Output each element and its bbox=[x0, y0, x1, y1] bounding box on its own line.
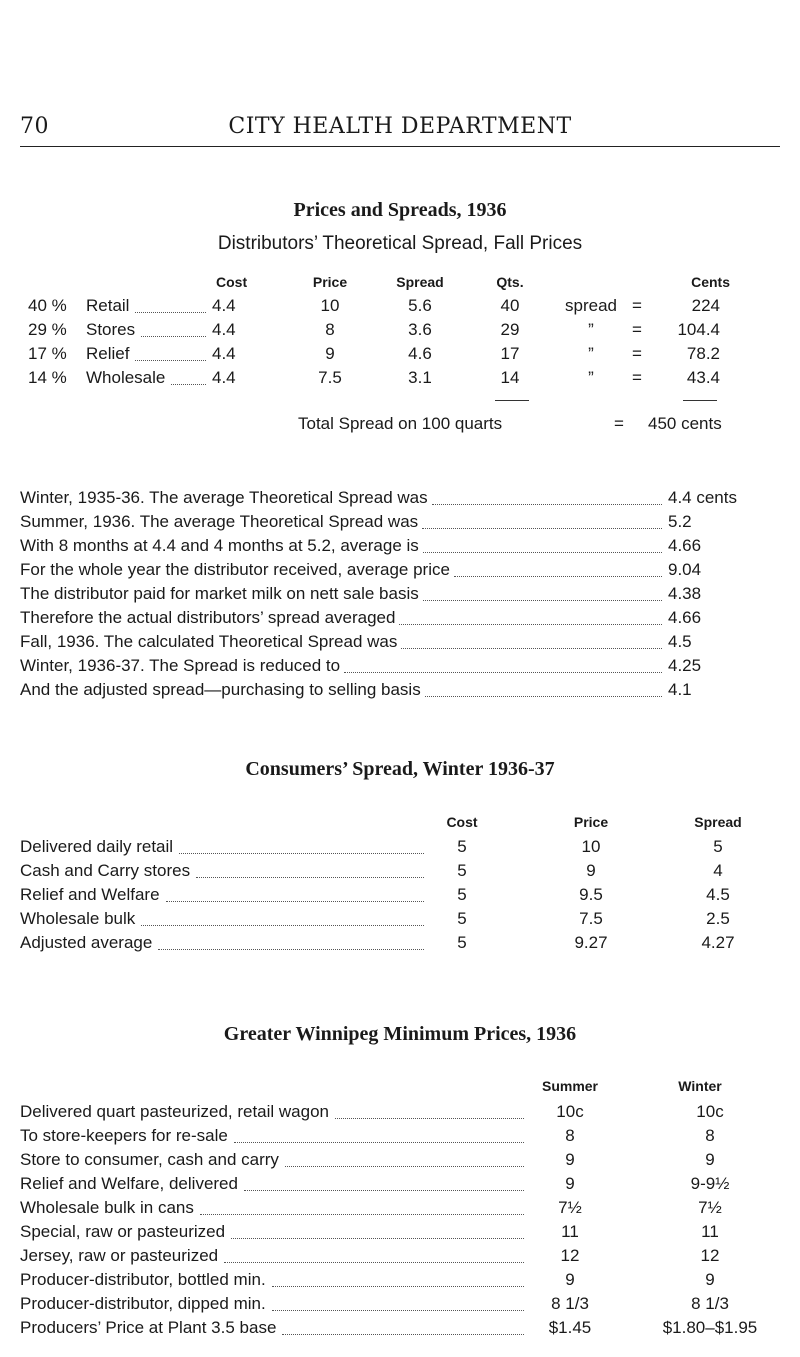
row-category: Wholesale bbox=[86, 368, 166, 387]
row-equals: = bbox=[632, 320, 642, 339]
minimum-price-summer: 10c bbox=[556, 1102, 584, 1121]
row-cents: 104.4 bbox=[677, 320, 720, 339]
dot-leader bbox=[454, 576, 662, 577]
minimum-price-row-label: Store to consumer, cash and carry bbox=[20, 1150, 279, 1169]
minimum-price-winter: 9 bbox=[705, 1150, 715, 1169]
row-category: Retail bbox=[86, 296, 130, 315]
consumer-row-cost: 5 bbox=[457, 885, 467, 904]
dot-leader bbox=[234, 1142, 524, 1143]
minimum-price-summer: 12 bbox=[560, 1246, 580, 1265]
col-cost: Cost bbox=[216, 274, 248, 290]
dot-leader bbox=[399, 624, 662, 625]
minimum-price-row-label: To store-keepers for re-sale bbox=[20, 1126, 228, 1145]
minimum-price-summer: 9 bbox=[565, 1150, 575, 1169]
dot-leader bbox=[423, 600, 662, 601]
minimum-price-row-label: Producer-distributor, bottled min. bbox=[20, 1270, 266, 1289]
consumer-row-price: 9.5 bbox=[579, 885, 603, 904]
minimum-price-row-label: Producers’ Price at Plant 3.5 base bbox=[20, 1318, 277, 1337]
consumer-row-price: 10 bbox=[581, 837, 601, 856]
running-header: CITY HEALTH DEPARTMENT bbox=[228, 114, 572, 139]
qts-sum-rule bbox=[495, 400, 529, 401]
statement-text: For the whole year the distributor received, average price bbox=[20, 560, 450, 579]
minimum-price-summer: 7½ bbox=[558, 1198, 582, 1217]
minimum-price-row-label: Relief and Welfare, delivered bbox=[20, 1174, 238, 1193]
col-cost-2: Cost bbox=[446, 814, 478, 830]
row-price: 10 bbox=[320, 296, 340, 315]
consumer-row-cost: 5 bbox=[457, 861, 467, 880]
minimum-price-row-label: Jersey, raw or pasteurized bbox=[20, 1246, 219, 1265]
statement-text: Winter, 1935-36. The average Theoretical Spread was bbox=[20, 488, 428, 507]
dot-leader bbox=[224, 1262, 524, 1263]
consumer-row-label: Delivered daily retail bbox=[20, 837, 174, 856]
minimum-price-summer: $1.45 bbox=[548, 1318, 592, 1337]
minimum-price-winter: 9-9½ bbox=[690, 1174, 730, 1193]
row-equals: = bbox=[632, 296, 642, 315]
minimum-price-summer: 11 bbox=[561, 1222, 579, 1241]
minimum-price-winter: 9 bbox=[705, 1270, 715, 1289]
dot-leader bbox=[432, 504, 662, 505]
row-spread: 4.6 bbox=[408, 344, 432, 363]
consumer-row-label: Cash and Carry stores bbox=[20, 861, 191, 880]
row-equals: = bbox=[632, 344, 642, 363]
row-qts: 29 bbox=[500, 320, 520, 339]
statement-value: 4.66 bbox=[668, 608, 702, 627]
col-price: Price bbox=[312, 274, 348, 290]
consumer-row-spread: 4 bbox=[713, 861, 723, 880]
col-spread-2: Spread bbox=[694, 814, 742, 830]
row-cost: 4.4 bbox=[212, 320, 236, 339]
dot-leader bbox=[196, 877, 424, 878]
minimum-price-winter: 8 1/3 bbox=[691, 1294, 729, 1313]
row-cost: 4.4 bbox=[212, 296, 236, 315]
dot-leader bbox=[272, 1286, 524, 1287]
row-qts: 17 bbox=[500, 344, 520, 363]
statement-value: 4.4 cents bbox=[668, 488, 737, 507]
row-qts: 14 bbox=[500, 368, 520, 387]
dot-leader bbox=[401, 648, 662, 649]
consumer-row-spread: 2.5 bbox=[706, 909, 730, 928]
statement-value: 4.5 bbox=[668, 632, 692, 651]
minimum-price-summer: 9 bbox=[565, 1270, 575, 1289]
consumer-row-price: 9 bbox=[586, 861, 596, 880]
statement-value: 4.66 bbox=[668, 536, 702, 555]
statement-text: Winter, 1936-37. The Spread is reduced to bbox=[20, 656, 341, 675]
dot-leader bbox=[231, 1238, 524, 1239]
minimum-price-winter: 8 bbox=[705, 1126, 715, 1145]
cents-sum-rule bbox=[683, 400, 717, 401]
statement-text: Fall, 1936. The calculated Theoretical Spread was bbox=[20, 632, 398, 651]
dot-leader bbox=[344, 672, 662, 673]
minimum-price-summer: 9 bbox=[565, 1174, 575, 1193]
section1-subtitle: Distributors’ Theoretical Spread, Fall Prices bbox=[217, 233, 583, 254]
row-cents: 78.2 bbox=[686, 344, 720, 363]
dot-leader bbox=[425, 696, 662, 697]
row-percent: 29 % bbox=[28, 320, 67, 339]
row-spread: 3.1 bbox=[408, 368, 432, 387]
dot-leader bbox=[141, 925, 424, 926]
minimum-price-row-label: Special, raw or pasteurized bbox=[20, 1222, 226, 1241]
row-spread-word: ” bbox=[588, 320, 594, 339]
statement-value: 4.38 bbox=[668, 584, 702, 603]
row-spread-word: spread bbox=[565, 296, 617, 315]
dot-leader bbox=[285, 1166, 524, 1167]
statement-text: Therefore the actual distributors’ spread averaged bbox=[20, 608, 396, 627]
total-spread-label: Total Spread on 100 quarts bbox=[298, 414, 503, 433]
dot-leader bbox=[141, 336, 206, 337]
statement-value: 4.1 bbox=[668, 680, 692, 699]
dot-leader bbox=[135, 312, 206, 313]
consumer-row-label: Adjusted average bbox=[20, 933, 153, 952]
consumer-row-price: 9.27 bbox=[574, 933, 608, 952]
row-qts: 40 bbox=[500, 296, 520, 315]
section1-title: Prices and Spreads, 1936 bbox=[293, 199, 507, 221]
dot-leader bbox=[135, 360, 206, 361]
section3-title: Greater Winnipeg Minimum Prices, 1936 bbox=[223, 1023, 577, 1045]
dot-leader bbox=[282, 1334, 524, 1335]
statement-text: Summer, 1936. The average Theoretical Spread was bbox=[20, 512, 419, 531]
col-qts: Qts. bbox=[496, 274, 524, 290]
dot-leader bbox=[423, 552, 662, 553]
header-rule bbox=[20, 146, 780, 147]
dot-leader bbox=[200, 1214, 524, 1215]
consumer-row-spread: 4.5 bbox=[706, 885, 730, 904]
consumer-row-cost: 5 bbox=[457, 909, 467, 928]
minimum-price-summer: 8 bbox=[565, 1126, 575, 1145]
col-winter: Winter bbox=[678, 1078, 722, 1094]
consumer-row-spread: 5 bbox=[713, 837, 723, 856]
minimum-price-row-label: Wholesale bulk in cans bbox=[20, 1198, 194, 1217]
statement-value: 9.04 bbox=[668, 560, 702, 579]
row-cents: 43.4 bbox=[686, 368, 720, 387]
statement-text: And the adjusted spread—purchasing to selling basis bbox=[20, 680, 421, 699]
statement-value: 4.25 bbox=[668, 656, 702, 675]
row-category: Stores bbox=[86, 320, 136, 339]
statement-text: With 8 months at 4.4 and 4 months at 5.2, average is bbox=[20, 536, 419, 555]
col-spread: Spread bbox=[396, 274, 444, 290]
row-percent: 17 % bbox=[28, 344, 67, 363]
section2-title: Consumers’ Spread, Winter 1936-37 bbox=[245, 758, 555, 780]
minimum-price-row-label: Delivered quart pasteurized, retail wagon bbox=[20, 1102, 330, 1121]
row-spread: 5.6 bbox=[408, 296, 432, 315]
col-summer: Summer bbox=[541, 1078, 599, 1094]
minimum-price-winter: $1.80–$1.95 bbox=[662, 1318, 758, 1337]
dot-leader bbox=[179, 853, 424, 854]
row-cost: 4.4 bbox=[212, 368, 236, 387]
row-cost: 4.4 bbox=[212, 344, 236, 363]
row-spread-word: ” bbox=[588, 368, 594, 387]
dot-leader bbox=[422, 528, 662, 529]
minimum-price-winter: 12 bbox=[700, 1246, 720, 1265]
minimum-price-winter: 11 bbox=[701, 1222, 719, 1241]
row-equals: = bbox=[632, 368, 642, 387]
row-cents: 224 bbox=[691, 296, 720, 315]
row-spread-word: ” bbox=[588, 344, 594, 363]
row-category: Relief bbox=[86, 344, 130, 363]
consumer-row-label: Wholesale bulk bbox=[20, 909, 136, 928]
dot-leader bbox=[244, 1190, 524, 1191]
minimum-price-summer: 8 1/3 bbox=[551, 1294, 589, 1313]
statement-text: The distributor paid for market milk on nett sale basis bbox=[20, 584, 419, 603]
minimum-price-winter: 10c bbox=[696, 1102, 724, 1121]
consumer-row-price: 7.5 bbox=[579, 909, 603, 928]
minimum-price-row-label: Producer-distributor, dipped min. bbox=[20, 1294, 266, 1313]
row-spread: 3.6 bbox=[408, 320, 432, 339]
statement-value: 5.2 bbox=[668, 512, 692, 531]
consumer-row-cost: 5 bbox=[457, 837, 467, 856]
row-percent: 40 % bbox=[28, 296, 67, 315]
dot-leader bbox=[158, 949, 424, 950]
consumer-row-cost: 5 bbox=[457, 933, 467, 952]
col-cents: Cents bbox=[691, 274, 730, 290]
row-price: 9 bbox=[325, 344, 335, 363]
col-price-2: Price bbox=[573, 814, 609, 830]
dot-leader bbox=[166, 901, 424, 902]
row-price: 7.5 bbox=[318, 368, 342, 387]
total-spread-value: 450 cents bbox=[648, 414, 722, 433]
row-percent: 14 % bbox=[28, 368, 67, 387]
dot-leader bbox=[335, 1118, 524, 1119]
total-equals: = bbox=[614, 414, 624, 433]
dot-leader bbox=[272, 1310, 524, 1311]
row-price: 8 bbox=[325, 320, 335, 339]
consumer-row-spread: 4.27 bbox=[701, 933, 735, 952]
page-number: 70 bbox=[20, 114, 49, 139]
consumer-row-label: Relief and Welfare bbox=[20, 885, 160, 904]
minimum-price-winter: 7½ bbox=[698, 1198, 722, 1217]
dot-leader bbox=[171, 384, 206, 385]
